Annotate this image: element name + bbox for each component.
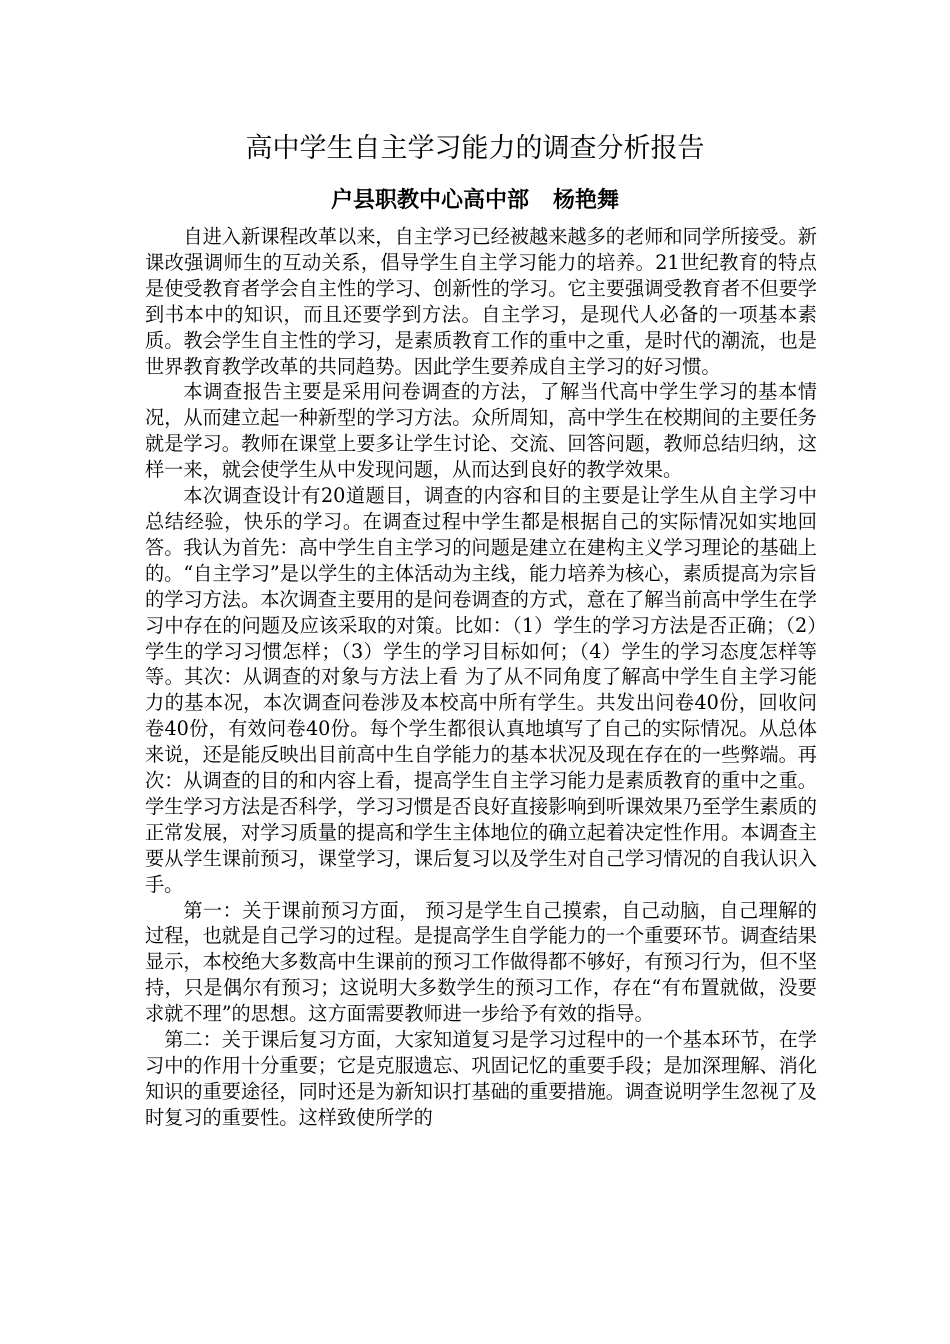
- author-name: 杨艳舞: [553, 187, 620, 213]
- paragraph-review: 第二：关于课后复习方面，大家知道复习是学习过程中的一个基本环节，在学习中的作用十分重要；它是克服遗忘、巩固记忆的重要手段；是加深理解、消化知识的重要途径，同时还是为新知识打基础的重要措施。调查说明学生忽视了及时复习的重要性。这样致使所学的: [145, 1028, 817, 1129]
- paragraph-method: 本调查报告主要是采用问卷调查的方法，了解当代高中学生学习的基本情况，从而建立起一种新型的学习方法。众所周知，高中学生在校期间的主要任务就是学习。教师在课堂上要多让学生讨论、交流、回答问题，教师总结归纳，这样一来，就会使学生从中发现问题，从而达到良好的教学效果。: [145, 380, 817, 482]
- document-body: [145, 224, 817, 1131]
- paragraph-intro: 自进入新课程改革以来，自主学习已经被越来越多的老师和同学所接受。新课改强调师生的互动关系，倡导学生自主学习能力的培养。21世纪教育的特点是使受教育者学会自主性的学习、创新性的学习。它主要强调受教育者不但要学到书本中的知识，而且还要学到方法。自主学习，是现代人必备的一项基本素质。教会学生自主性的学习，是素质教育工作的重中之重，是时代的潮流，也是世界教育教学改革的共同趋势。因此学生要养成自主学习的好习惯。: [145, 225, 817, 378]
- paragraph-survey-design: 本次调查设计有20道题目，调查的内容和目的主要是让学生从自主学习中总结经验，快乐的学习。在调查过程中学生都是根据自己的实际情况如实地回答。我认为首先：高中学生自主学习的问题是建立在建构主义学习理论的基础上的。“自主学习”是以学生的主体活动为主线，能力培养为核心，素质提高为宗旨的学习方法。本次调查主要用的是问卷调查的方式，意在了解当前高中学生在学习中存在的问题及应该采取的对策。比如：（1）学生的学习方法是否正确；（2）学生的学习习惯怎样；（3）学生的学习目标如何；（4）学生的学习态度怎样等等。其次：从调查的对象与方法上看 为了从不同角度了解高中学生自主学习能力的基本况，本次调查问卷涉及本校高中所有学生。共发出问卷40份，回收问卷40份，有效问卷40份。每个学生都很认真地填写了自己的实际情况。从总体来说，还是能反映出目前高中生自学能力的基本状况及现在存在的一些弊端。再次：从调查的目的和内容上看，提高学生自主学习能力是素质教育的重中之重。学生学习方法是否科学，学习习惯是否良好直接影响到听课效果乃至学生素质的正常发展，对学习质量的提高和学生主体地位的确立起着决定性作用。本调查主要从学生课前预习，课堂学习，课后复习以及学生对自己学习情况的自我认识入手。: [145, 484, 817, 896]
- document-title: 高中学生自主学习能力的调查分析报告: [245, 133, 705, 164]
- paragraph-preview: 第一：关于课前预习方面， 预习是学生自己摸索，自己动脑，自己理解的过程，也就是自己学习的过程。是提高学生自学能力的一个重要环节。调查结果显示，本校绝大多数高中生课前的预习工作做得都不够好，有预习行为，但不坚持，只是偶尔有预习；这说明大多数学生的预习工作，存在“有布置就做，没要求就不理”的思想。这方面需要教师进一步给予有效的指导。: [145, 898, 817, 1026]
- author-organization: 户县职教中心高中部: [330, 187, 529, 213]
- author-line: [0, 185, 950, 215]
